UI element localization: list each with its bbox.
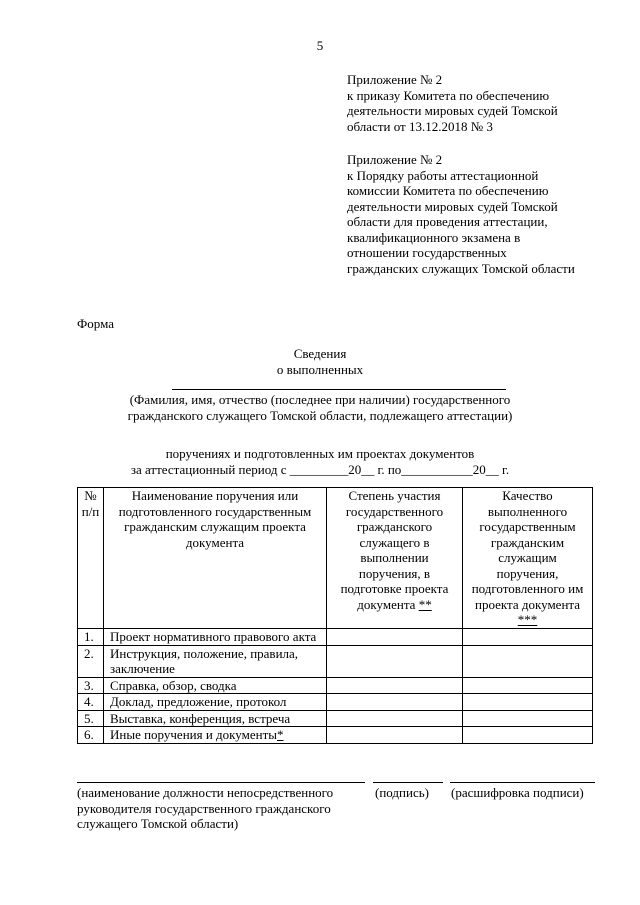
caption-line: служащего Томской области): [77, 816, 239, 831]
table-header-row: [78, 488, 593, 629]
appendix-line: деятельности мировых судей Томской: [347, 103, 558, 118]
row-participation: [327, 727, 463, 744]
row-quality: [463, 629, 593, 646]
appendix-line: квалификационного экзамена в: [347, 229, 521, 245]
period-text: [0, 446, 640, 477]
row-quality: [463, 727, 593, 744]
footnote-mark: ***: [517, 612, 538, 627]
table-row: [78, 694, 593, 711]
appendix-line: комиссии Комитета по обеспечению: [347, 183, 549, 198]
table-row: [78, 677, 593, 694]
header-participation: [327, 488, 463, 629]
footnote-mark: **: [418, 596, 432, 612]
row-name: Справка, обзор, сводка: [104, 677, 327, 694]
signature-caption: (подпись): [375, 785, 429, 800]
row-number: 5.: [78, 710, 104, 727]
appendix-line: к Порядку работы аттестационной: [347, 167, 539, 183]
appendix-line: деятельности мировых судей Томской: [347, 198, 558, 214]
caption-line: гражданского служащего Томской области, подлежащего аттестации): [127, 407, 513, 423]
row-name: [104, 727, 327, 744]
row-name: Выставка, конференция, встреча: [104, 710, 327, 727]
table-row: [78, 710, 593, 727]
caption-line: (Фамилия, имя, отчество (последнее при наличии) государственного: [129, 392, 511, 407]
appendix-line: гражданских служащих Томской области: [347, 260, 575, 276]
signature-fill-line: [373, 782, 443, 783]
row-participation: [327, 694, 463, 711]
header-quality-text: Качество выполненного государственным гражданским служащим поручения, подготовленного им проекта документа: [471, 488, 584, 612]
row-participation: [327, 710, 463, 727]
appendix-line: отношении государственных: [347, 245, 507, 260]
row-quality: [463, 694, 593, 711]
position-fill-line: [77, 782, 365, 783]
row-quality: [463, 645, 593, 677]
form-label: Форма: [77, 316, 114, 331]
signature-decode-caption: (расшифровка подписи): [451, 785, 584, 800]
appendix-reference-procedure: [347, 152, 617, 276]
period-line: за аттестационный период с _________20__ г. по___________20__ г.: [130, 461, 510, 477]
caption-line: (наименование должности непосредственного: [77, 785, 334, 800]
row-name-text: Иные поручения и документы: [110, 727, 277, 742]
row-number: 1.: [78, 629, 104, 646]
appendix-reference-order: [347, 72, 617, 134]
header-participation-text: Степень участия государственного гражданского служащего в выполнении поручения, в подготовке проекта документа: [340, 488, 449, 612]
row-name: Инструкция, положение, правила, заключение: [104, 645, 327, 677]
row-participation: [327, 629, 463, 646]
supervisor-position-caption: [77, 785, 367, 832]
appendix-line: области от 13.12.2018 № 3: [347, 118, 493, 134]
document-title: [0, 346, 640, 377]
table-row: [78, 629, 593, 646]
row-quality: [463, 677, 593, 694]
appendix-line: к приказу Комитета по обеспечению: [347, 87, 550, 103]
signature-decode-fill-line: [450, 782, 595, 783]
appendix-line: области для проведения аттестации,: [347, 214, 548, 229]
name-caption: [0, 392, 640, 423]
header-quality: [463, 488, 593, 629]
header-number: № п/п: [78, 488, 104, 629]
row-participation: [327, 677, 463, 694]
title-line: Сведения: [293, 346, 347, 361]
row-number: 2.: [78, 645, 104, 677]
row-name: Доклад, предложение, протокол: [104, 694, 327, 711]
row-number: 4.: [78, 694, 104, 711]
title-line: о выполненных: [276, 361, 364, 377]
name-fill-line: [172, 389, 506, 390]
footnote-mark: *: [277, 727, 284, 742]
appendix-line: Приложение № 2: [347, 152, 443, 167]
row-number: 6.: [78, 727, 104, 744]
header-name: Наименование поручения или подготовленного государственным гражданским служащим проекта документа: [104, 488, 327, 629]
row-quality: [463, 710, 593, 727]
assignments-table: [77, 487, 593, 744]
table-row: [78, 727, 593, 744]
period-line: поручениях и подготовленных им проектах документов: [165, 446, 475, 461]
page-number: 5: [316, 38, 324, 53]
appendix-line: Приложение № 2: [347, 72, 443, 87]
table-row: [78, 645, 593, 677]
caption-line: руководителя государственного гражданского: [77, 800, 331, 816]
row-participation: [327, 645, 463, 677]
row-number: 3.: [78, 677, 104, 694]
row-name: Проект нормативного правового акта: [104, 629, 327, 646]
